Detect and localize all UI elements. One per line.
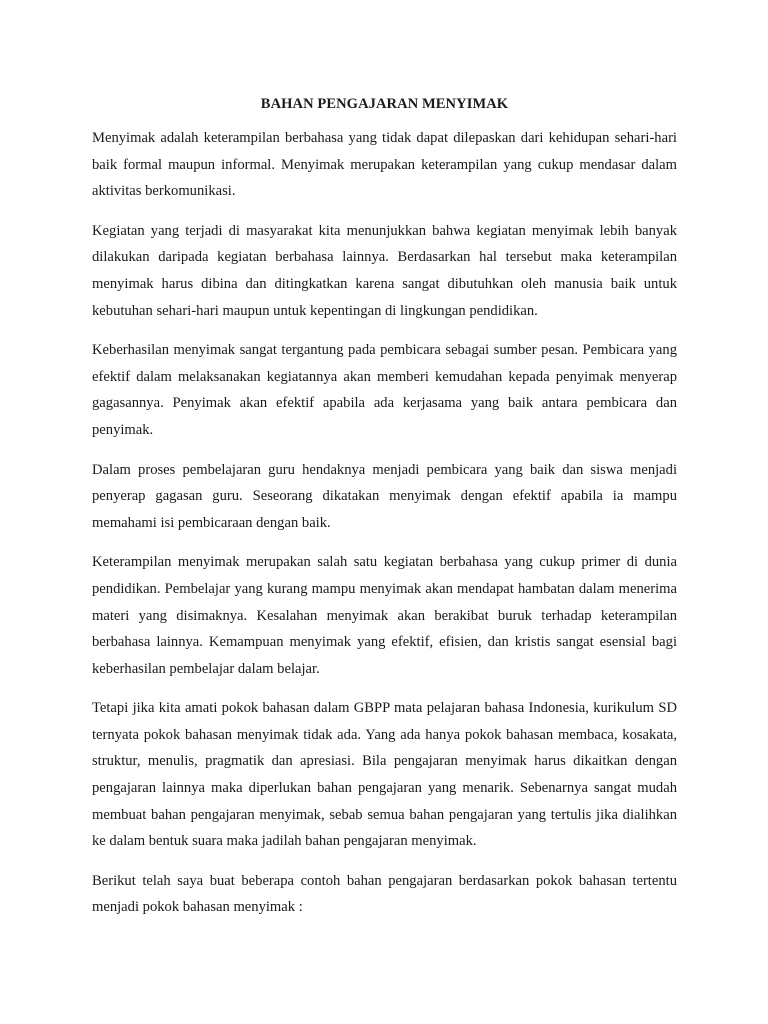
paragraph-4: Dalam proses pembelajaran guru hendaknya menjadi pembicara yang baik dan siswa menjadi penyerap gagasan guru. Seseorang dikatakan menyimak dengan efektif apabila ia mampu memahami isi pembicaraan dengan baik. (92, 461, 677, 531)
paragraph-2: Kegiatan yang terjadi di masyarakat kita menunjukkan bahwa kegiatan menyimak lebih banyak dilakukan daripada kegiatan berbahasa lainnya. Berdasarkan hal tersebut maka keterampilan menyimak harus dibina dan ditingkatkan karena sangat dibutuhkan oleh manusia baik untuk kebutuhan sehari-hari maupun untuk kepentingan di lingkungan pendidikan. (92, 222, 677, 319)
document-title: BAHAN PENGAJARAN MENYIMAK (260, 96, 509, 112)
paragraph-1: Menyimak adalah keterampilan berbahasa yang tidak dapat dilepaskan dari kehidupan sehari-hari baik formal maupun informal. Menyimak merupakan keterampilan yang cukup mendasar dalam aktivitas berkomunikasi. (92, 130, 677, 200)
paragraph-5: Keterampilan menyimak merupakan salah satu kegiatan berbahasa yang cukup primer di dunia pendidikan. Pembelajar yang kurang mampu menyimak akan mendapat hambatan dalam menerima materi yang disimaknya. Kesalahan menyimak akan berakibat buruk terhadap keterampilan berbahasa lainnya. Kemampuan menyimak yang efektif, efisien, dan kristis sangat esensial bagi keberhasilan pembelajar dalam belajar. (92, 554, 677, 677)
paragraph-7: Berikut telah saya buat beberapa contoh bahan pengajaran berdasarkan pokok bahasan tertentu menjadi pokok bahasan menyimak : (92, 872, 677, 916)
paragraph-6: Tetapi jika kita amati pokok bahasan dalam GBPP mata pelajaran bahasa Indonesia, kurikulum SD ternyata pokok bahasan menyimak tidak ada. Yang ada hanya pokok bahasan membaca, kosakata, struktur, menulis, pragmatik dan apresiasi. Bila pengajaran menyimak harus dikaitkan dengan pengajaran lainnya maka diperlukan bahan pengajaran yang menarik. Sebenarnya sangat mudah membuat bahan pengajaran menyimak, sebab semua bahan pengajaran yang tertulis jika dialihkan ke dalam bentuk suara maka jadilah bahan pengajaran menyimak. (92, 700, 677, 850)
paragraph-3: Keberhasilan menyimak sangat tergantung pada pembicara sebagai sumber pesan. Pembicara yang efektif dalam melaksanakan kegiatannya akan memberi kemudahan kepada penyimak menyerap gagasannya. Penyimak akan efektif apabila ada kerjasama yang baik antara pembicara dan penyimak. (92, 342, 677, 438)
document-body (92, 92, 677, 934)
